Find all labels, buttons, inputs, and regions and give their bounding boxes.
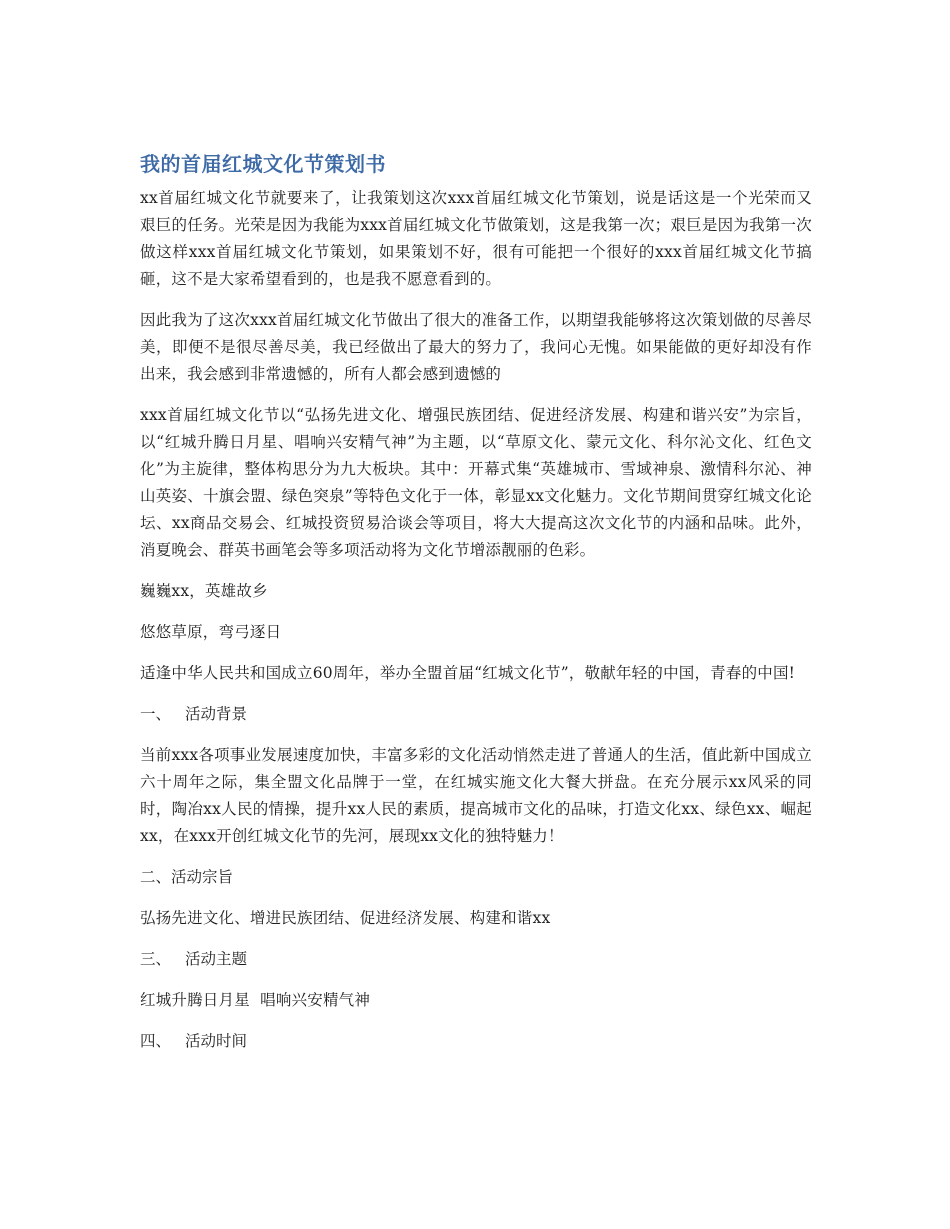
overview-paragraph: xxx首届红城文化节以“弘扬先进文化、增强民族团结、促进经济发展、构建和谐兴安”为宗旨，以“红城升腾日月星、唱响兴安精气神”为主题，以“草原文化、蒙元文化、科尔沁文化、红色文化”为主旋律，整体构思分为九大板块。其中：开幕式集“英雄城市、雪域神泉、激情科尔沁、神山英姿、十旗会盟、绿色突泉”等特色文化于一体，彰显xx文化魅力。文化节期间贯穿红城文化论坛、xx商品交易会、红城投资贸易洽谈会等项目，将大大提高这次文化节的内涵和品味。此外，消夏晚会、群英书画笔会等多项活动将为文化节增添靓丽的色彩。 (140, 406, 812, 559)
section-heading-purpose: 二、活动宗旨 (140, 868, 234, 886)
preparation-paragraph: 因此我为了这次xxx首届红城文化节做出了很大的准备工作，以期望我能够将这次策划做的尽善尽美，即便不是很尽善尽美，我已经做出了最大的努力了，我问心无愧。如果能做的更好却没有作出来，我会感到非常遗憾的，所有人都会感到遗憾的 (140, 311, 812, 383)
background-paragraph: 当前xxx各项事业发展速度加快，丰富多彩的文化活动悄然走进了普通人的生活，值此新中国成立六十周年之际，集全盟文化品牌于一堂，在红城实施文化大餐大拼盘。在充分展示xx风采的同时，陶冶xx人民的情操，提升xx人民的素质，提高城市文化的品味，打造文化xx、绿色xx、崛起xx，在xxx开创红城文化节的先河，展现xx文化的独特魅力！ (140, 746, 812, 845)
section-number: 一、 (140, 705, 172, 723)
section-title: 活动主题 (185, 950, 248, 968)
section-title: 活动时间 (185, 1032, 248, 1050)
section-heading-time (140, 1028, 812, 1055)
section-heading-theme (140, 946, 812, 973)
section-number: 四、 (140, 1032, 172, 1050)
intro-paragraph: xx首届红城文化节就要来了，让我策划这次xxx首届红城文化节策划，说是话这是一个光荣而又艰巨的任务。光荣是因为我能为xxx首届红城文化节做策划，这是我第一次；艰巨是因为我第一次做这样xxx首届红城文化节策划，如果策划不好，很有可能把一个很好的xxx首届红城文化节搞砸，这不是大家希望看到的，也是我不愿意看到的。 (140, 189, 812, 288)
anniversary-paragraph: 适逢中华人民共和国成立60周年，举办全盟首届“红城文化节”，敬献年轻的中国，青春的中国! (140, 664, 796, 682)
section-number: 三、 (140, 950, 172, 968)
purpose-paragraph: 弘扬先进文化、增进民族团结、促进经济发展、构建和谐xx (140, 909, 551, 927)
slogan-line-1: 巍巍xx，英雄故乡 (140, 582, 268, 600)
page-title: 我的首届红城文化节策划书 (140, 152, 386, 176)
slogan-line-2: 悠悠草原，弯弓逐日 (140, 623, 282, 641)
theme-paragraph: 红城升腾日月星 唱响兴安精气神 (140, 991, 371, 1009)
section-title: 活动背景 (185, 705, 248, 723)
document-page (140, 148, 812, 1069)
section-heading-background (140, 701, 812, 728)
